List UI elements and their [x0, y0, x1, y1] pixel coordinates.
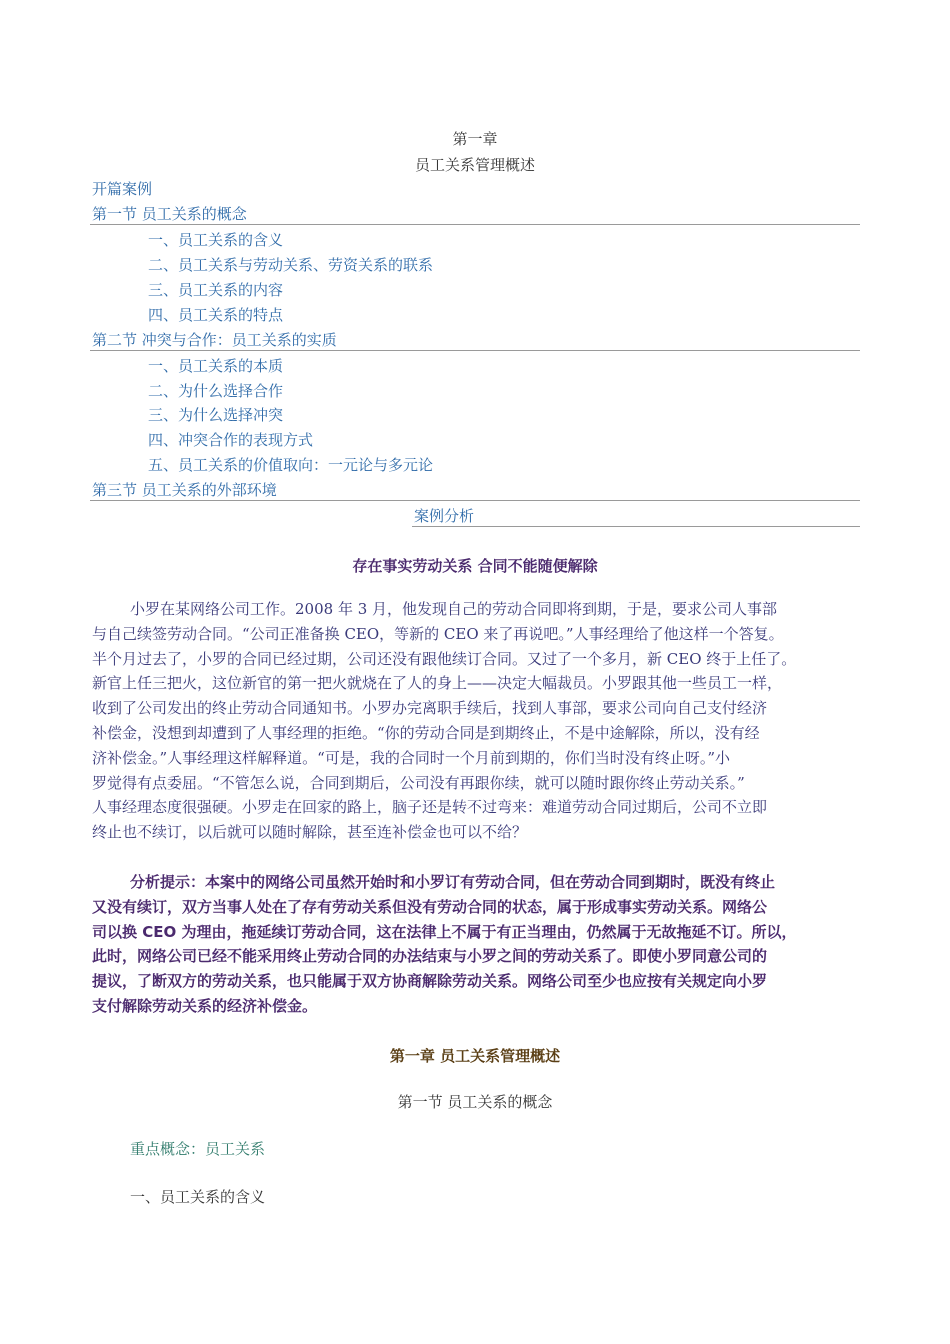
toc-item-link[interactable]: 一、员工关系的含义 — [148, 231, 284, 249]
text-line: 此时，网络公司已经不能采用终止劳动合同的办法结束与小罗之间的劳动关系了。即使小罗同意公司的 — [92, 947, 768, 966]
text-line: 终止也不续订，以后就可以随时解除，甚至连补偿金也可以不给？ — [92, 823, 528, 842]
toc-opening-case-link[interactable]: 开篇案例 — [92, 180, 153, 198]
toc-item-link[interactable]: 一、员工关系的本质 — [148, 357, 284, 375]
key-concept-label: 重点概念：员工关系 — [130, 1140, 266, 1158]
chapter-number: 第一章 — [452, 130, 498, 148]
text-line: 又没有续订，双方当事人处在了存有劳动关系但没有劳动合同的状态，属于形成事实劳动关系。网络公 — [92, 897, 768, 916]
text-line: 与自己续签劳动合同。“公司正准备换 CEO，等新的 CEO 来了再说吧。”人事经理给了他这样一个答复。 — [92, 624, 784, 643]
text-line: 新官上任三把火，这位新官的第一把火就烧在了人的身上——决定大幅裁员。小罗跟其他一些员工一样， — [92, 674, 783, 693]
text-line: 半个月过去了，小罗的合同已经过期，公司还没有跟他续订合同。又过了一个多月，新 CEO 终于上任了。 — [92, 649, 797, 668]
text-line: 补偿金，没想到却遭到了人事经理的拒绝。“你的劳动合同是到期终止，不是中途解除，所以，没有经 — [92, 723, 760, 742]
case-title: 存在事实劳动关系 合同不能随便解除 — [352, 557, 598, 575]
analysis-hint-paragraph — [92, 870, 882, 1019]
text-line: 济补偿金。”人事经理这样解释道。“可是，我的合同时一个月前到期的，你们当时没有终止呀。”小 — [92, 748, 731, 767]
toc-item-link[interactable]: 二、员工关系与劳动关系、劳资关系的联系 — [148, 256, 434, 274]
chapter-title: 员工关系管理概述 — [414, 156, 535, 174]
case-body-paragraph — [92, 597, 882, 845]
text-line: 收到了公司发出的终止劳动合同通知书。小罗办完离职手续后，找到人事部，要求公司向自己支付经济 — [92, 699, 768, 718]
toc-section-3-link[interactable]: 第三节 员工关系的外部环境 — [92, 481, 277, 499]
section-divider — [90, 500, 860, 501]
text-line: 司以换 CEO 为理由，拖延续订劳动合同，这在法律上不属于有正当理由，仍然属于无故拖延不订。所以， — [92, 922, 797, 941]
toc-section-1-link[interactable]: 第一节 员工关系的概念 — [92, 205, 247, 223]
toc-item-link[interactable]: 四、员工关系的特点 — [148, 306, 284, 324]
text-line: 小罗在某网络公司工作。2008 年 3 月，他发现自己的劳动合同即将到期，于是，要求公司人事部 — [130, 600, 778, 618]
toc-item-link[interactable]: 五、员工关系的价值取向：一元论与多元论 — [148, 456, 434, 474]
text-line: 提议，了断双方的劳动关系，也只能属于双方协商解除劳动关系。网络公司至少也应按有关规定向小罗 — [92, 972, 768, 991]
text-line: 罗觉得有点委屈。“不管怎么说，合同到期后，公司没有再跟你续，就可以随时跟你终止劳动关系。” — [92, 773, 745, 792]
section-divider — [90, 224, 860, 225]
text-line: 人事经理态度很强硬。小罗走在回家的路上，脑子还是转不过弯来：难道劳动合同过期后，公司不立即 — [92, 798, 768, 817]
subsection-heading: 一、员工关系的含义 — [130, 1188, 266, 1206]
toc-item-link[interactable]: 三、员工关系的内容 — [148, 281, 284, 299]
section-divider — [412, 526, 860, 527]
text-line: 分析提示：本案中的网络公司虽然开始时和小罗订有劳动合同，但在劳动合同到期时，既没有终止 — [130, 873, 776, 891]
text-line: 支付解除劳动关系的经济补偿金。 — [92, 996, 318, 1015]
toc-section-2-link[interactable]: 第二节 冲突与合作：员工关系的实质 — [92, 331, 337, 349]
toc-item-link[interactable]: 二、为什么选择合作 — [148, 382, 284, 400]
toc-item-link[interactable]: 三、为什么选择冲突 — [148, 406, 284, 424]
section-divider — [90, 350, 860, 351]
chapter-heading: 第一章 员工关系管理概述 — [389, 1047, 561, 1065]
toc-item-link[interactable]: 四、冲突合作的表现方式 — [148, 431, 314, 449]
section-heading: 第一节 员工关系的概念 — [397, 1093, 553, 1111]
toc-case-analysis-link[interactable]: 案例分析 — [414, 507, 475, 525]
